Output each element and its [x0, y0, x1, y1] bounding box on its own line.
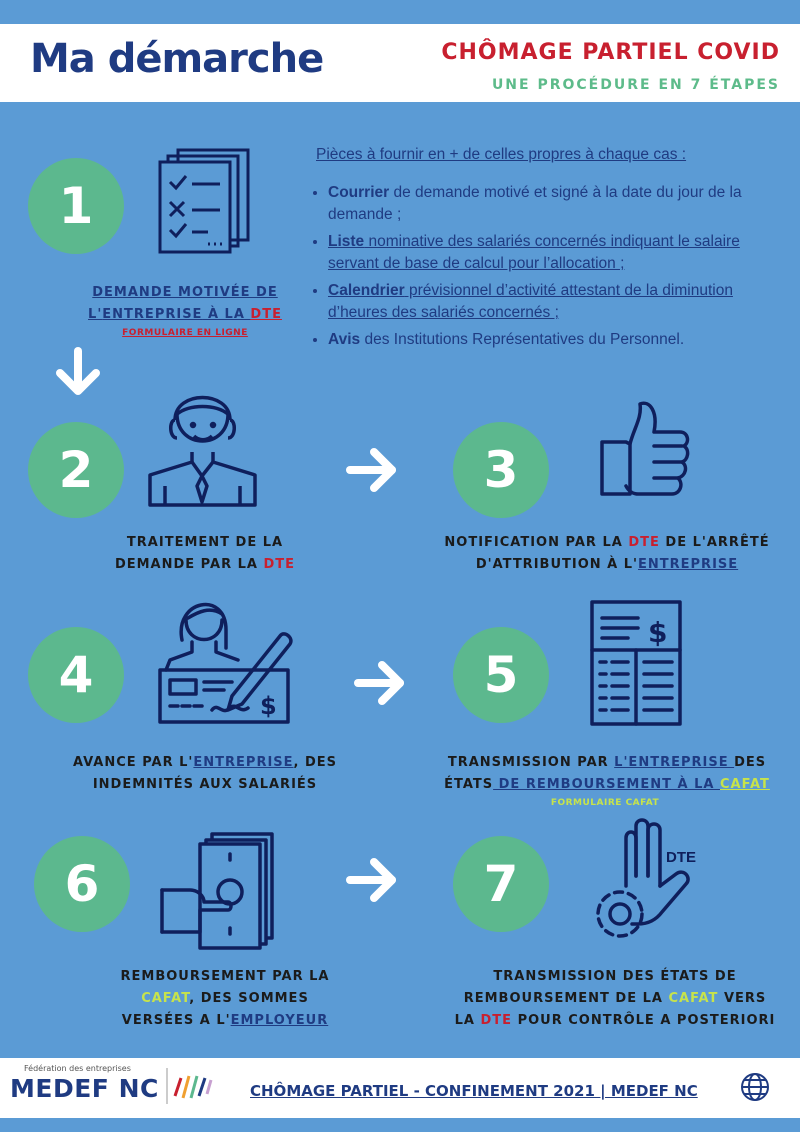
- piece-item: [328, 231, 787, 275]
- pieces-list: [312, 144, 787, 356]
- step-6-employeur: EMPLOYEUR: [230, 1013, 329, 1028]
- svg-text:$: $: [260, 692, 277, 720]
- step-6-caption: [95, 966, 355, 1032]
- step-7-icon-label: DTE: [666, 849, 696, 866]
- businessman-icon: [145, 380, 260, 510]
- step-2-dte: DTE: [263, 557, 296, 572]
- piece-item: [328, 329, 787, 351]
- piece-item-bold: Calendrier: [328, 282, 405, 299]
- piece-item-text: de demande motivé et signé à la date du jour de la demande ;: [328, 184, 742, 223]
- hand-gear-icon: [592, 816, 702, 946]
- step-3-dte: DTE: [628, 535, 660, 550]
- medef-figures-logo-icon: [165, 1066, 215, 1106]
- step-6-number: 6: [34, 836, 130, 932]
- step-2-line1: TRAITEMENT DE LA: [126, 535, 284, 550]
- checklist-icon: [158, 146, 254, 256]
- step-1-number: 1: [28, 158, 124, 254]
- step-6-cafat: CAFAT: [141, 991, 190, 1006]
- step-7-line2a: REMBOURSEMENT DE LA: [463, 991, 669, 1006]
- arrow-right-icon: [352, 658, 410, 708]
- step-6-line3a: VERSÉES A L': [121, 1013, 231, 1028]
- step-5-cafat: CAFAT: [719, 777, 770, 792]
- step-2-caption: [80, 532, 330, 576]
- step-2-line2a: DEMANDE PAR LA: [114, 557, 264, 572]
- footer-title: CHÔMAGE PARTIEL - CONFINEMENT 2021 | MEDEF NC: [250, 1082, 698, 1100]
- step-1-line1: DEMANDE MOTIVÉE DE: [92, 285, 278, 300]
- step-6-line1: REMBOURSEMENT PAR LA: [120, 969, 330, 984]
- step-7-dte: DTE: [480, 1013, 513, 1028]
- step-5-entreprise: L'ENTREPRISE: [614, 755, 735, 770]
- piece-item-text: nominative des salariés concernés indiquant le salaire servant de base de calcul pour l’allocation ;: [328, 233, 740, 272]
- globe-icon[interactable]: [740, 1072, 770, 1102]
- step-7-line3c: POUR CONTRÔLE A POSTERIORI: [512, 1013, 776, 1028]
- step-7-line2c: VERS: [718, 991, 767, 1006]
- medef-logo: MEDEF NC: [10, 1074, 159, 1103]
- step-5-caption: [432, 752, 782, 796]
- step-7-number: 7: [453, 836, 549, 932]
- page-title: Ma démarche: [30, 36, 324, 82]
- step-1-line2c: À LA: [202, 307, 251, 322]
- piece-item-text: prévisionnel d’activité attestant de la diminution d’heures des salariés concernés ;: [328, 282, 733, 321]
- step-4-line1c: , DES: [293, 755, 338, 770]
- hand-money-icon: [160, 832, 280, 950]
- step-5-line1c: DES: [734, 755, 767, 770]
- step-5-line1a: TRANSMISSION PAR: [447, 755, 615, 770]
- piece-item-text: des Institutions Représentatives du Personnel.: [360, 331, 685, 348]
- step-5-number: 5: [453, 627, 549, 723]
- step-1-dte: DTE: [250, 307, 282, 322]
- page-tagline: UNE PROCÉDURE EN 7 ÉTAPES: [491, 77, 780, 93]
- arrow-down-icon: [50, 345, 106, 401]
- step-1-line2a: L': [88, 307, 103, 322]
- step-5-form-link[interactable]: FORMULAIRE CAFAT: [550, 798, 660, 808]
- step-1-caption: [70, 282, 300, 326]
- step-3-line2a: D'ATTRIBUTION À L': [475, 557, 639, 572]
- pieces-heading: Pièces à fournir en + de celles propres à chaque cas :: [316, 146, 687, 163]
- piece-item-bold: Courrier: [328, 184, 390, 201]
- step-2-number: 2: [28, 422, 124, 518]
- arrow-right-icon: [344, 445, 402, 495]
- step-3-line1a: NOTIFICATION PAR LA: [444, 535, 629, 550]
- step-7-line3a: LA: [454, 1013, 481, 1028]
- step-1-entreprise: ENTREPRISE: [102, 307, 203, 322]
- footer-bottom-stripe: [0, 1118, 800, 1132]
- piece-item-bold: Liste: [328, 233, 365, 250]
- step-3-line1c: DE L'ARRÊTÉ: [659, 535, 770, 550]
- step-4-number: 4: [28, 627, 124, 723]
- step-1-form-link[interactable]: FORMULAIRE EN LIGNE: [122, 328, 248, 338]
- thumbs-up-icon: [598, 398, 690, 510]
- step-3-number: 3: [453, 422, 549, 518]
- federation-label: Fédération des entreprises: [24, 1064, 131, 1073]
- step-7-caption: [445, 966, 785, 1032]
- page-subtitle: CHÔMAGE PARTIEL COVID: [441, 40, 780, 65]
- step-4-line1a: AVANCE PAR L': [72, 755, 194, 770]
- step-6-line2b: , DES SOMMES: [189, 991, 309, 1006]
- step-7-cafat: CAFAT: [668, 991, 719, 1006]
- step-4-line2: INDEMNITÉS AUX SALARIÉS: [92, 777, 318, 792]
- step-3-entreprise: ENTREPRISE: [638, 557, 739, 572]
- svg-text:$: $: [648, 616, 668, 649]
- invoice-icon: [588, 598, 684, 728]
- top-stripe: [0, 0, 800, 24]
- step-5-line2b: DE REMBOURSEMENT À LA: [493, 777, 720, 792]
- piece-item: [328, 182, 787, 226]
- piece-item: [328, 280, 787, 324]
- step-7-line1: TRANSMISSION DES ÉTATS DE: [493, 969, 737, 984]
- arrow-right-icon: [344, 855, 402, 905]
- piece-item-bold: Avis: [328, 331, 361, 348]
- step-3-caption: [432, 532, 782, 576]
- woman-signing-check-icon: [152, 590, 300, 730]
- step-4-caption: [55, 752, 355, 796]
- step-5-line2a: ÉTATS: [444, 777, 494, 792]
- step-4-entreprise: ENTREPRISE: [193, 755, 294, 770]
